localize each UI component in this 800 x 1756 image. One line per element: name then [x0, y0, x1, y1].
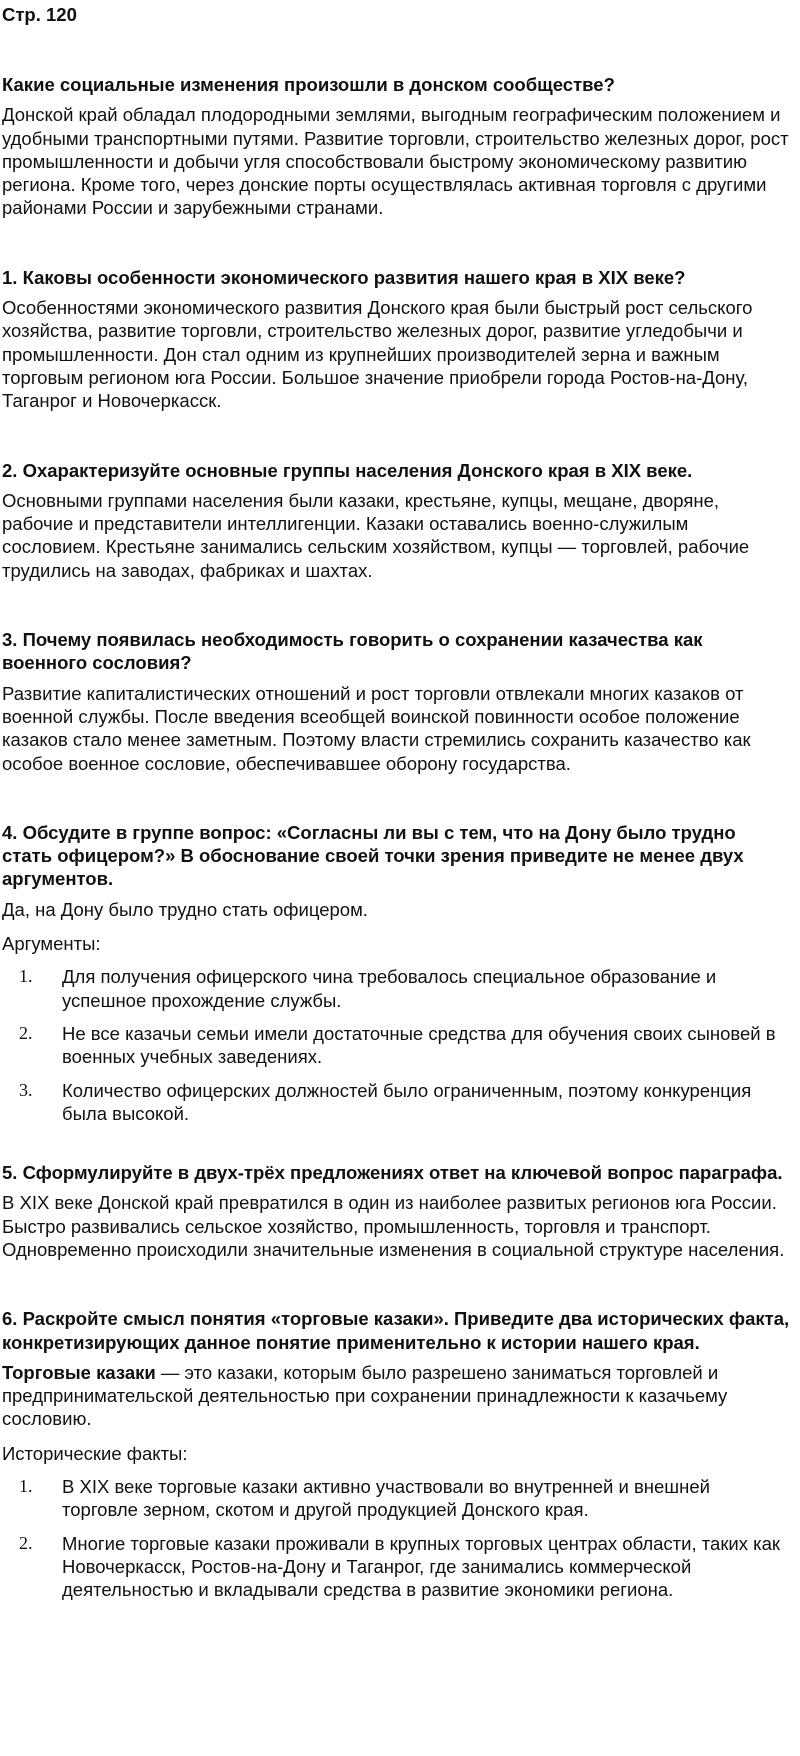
question-2-heading: 2. Охарактеризуйте основные группы населения Донского края в XIX веке. [2, 459, 693, 481]
term-torgovye-kazaki: Торговые казаки [2, 1361, 156, 1383]
list-item-text: Для получения офицерского чина требовалось специальное образование и успешное прохождение службы. [62, 966, 717, 1011]
list-item-number: 1. [19, 1476, 33, 1497]
question-6-heading: 6. Раскройте смысл понятия «торговые казаки». Приведите два исторических факта, конкретизирующих данное понятие применительно к истории нашего края. [2, 1308, 790, 1353]
intro-question: Какие социальные изменения произошли в донском сообществе? [2, 74, 615, 95]
question-5-section [2, 1161, 790, 1261]
arguments-list [2, 965, 790, 1125]
page [0, 3, 800, 1602]
list-item-number: 3. [19, 1079, 33, 1100]
question-4-section [2, 821, 790, 1125]
question-2-answer: Основными группами населения были казаки, крестьяне, купцы, мещане, дворяне, рабочие и представители интеллигенции. Казаки оставались военно-служилым сословием. Крестьяне занимались сельским хозяйством, купцы — торговлей, рабочие трудились на заводах, фабриках и шахтах. [2, 489, 750, 581]
facts-list [2, 1475, 790, 1601]
question-2-section [2, 459, 790, 582]
list-item [2, 1079, 790, 1126]
list-item-text: В XIX веке торговые казаки активно участвовали во внутренней и внешней торговле зерном, скотом и другой продукцией Донского края. [62, 1476, 710, 1521]
question-1-heading: 1. Каковы особенности экономического развития нашего края в XIX веке? [2, 266, 686, 288]
facts-label: Исторические факты: [2, 1442, 188, 1464]
list-item-number: 2. [19, 1022, 33, 1043]
question-3-section [2, 628, 790, 775]
definition-paragraph [2, 1361, 790, 1431]
question-4-answer: Да, на Дону было трудно стать офицером. [2, 898, 368, 920]
question-1-section [2, 266, 790, 413]
arguments-label: Аргументы: [2, 933, 101, 955]
question-1-answer: Особенностями экономического развития Донского края были быстрый рост сельского хозяйства, развитие торговли, строительство железных дорог, развитие угледобычи и промышленности. Дон стал одним из крупнейших производителей зерна и важным торговым регионом юга России. Большое значение приобрели города Ростов-на-Дону, Таганрог и Новочеркасск. [2, 297, 753, 412]
list-item-text: Количество офицерских должностей было ограниченным, поэтому конкуренция была высокой. [62, 1079, 752, 1124]
definition-text: — это казаки, которым было разрешено заниматься торговлей и предпринимательской деятельностью при сохранении принадлежности к казачьему сословию. [2, 1361, 728, 1430]
list-item [2, 1475, 790, 1522]
intro-answer: Донской край обладал плодородными землями, выгодным географическим положением и удобными транспортными путями. Развитие торговли, строительство железных дорог, рост промышленности и добычи угля способствовали быстрому экономическому развитию региона. Кроме того, через донские порты осуществлялась активная торговля с другими районами России и зарубежными странами. [2, 104, 789, 219]
list-item [2, 965, 790, 1012]
question-5-answer: В XIX веке Донской край превратился в один из наиболее развитых регионов юга России. Быстро развивались сельское хозяйство, промышленность, торговля и транспорт. Одновременно происходили значительные изменения в социальной структуре населения. [2, 1192, 785, 1260]
list-item [2, 1532, 790, 1602]
question-3-heading: 3. Почему появилась необходимость говорить о сохранении казачества как военного сословия? [2, 629, 703, 674]
list-item-number: 2. [19, 1532, 33, 1553]
page-number: Стр. 120 [2, 4, 77, 25]
list-item-text: Многие торговые казаки проживали в крупных торговых центрах области, таких как Новочеркасск, Ростов-на-Дону и Таганрог, где занимались коммерческой деятельностью и вкладывали средства в развитие экономики региона. [62, 1532, 781, 1601]
list-item-text: Не все казачьи семьи имели достаточные средства для обучения своих сыновей в военных учебных заведениях. [62, 1022, 776, 1068]
question-6-section [2, 1307, 790, 1601]
question-3-answer: Развитие капиталистических отношений и рост торговли отвлекали многих казаков от военной службы. После введения всеобщей воинской повинности особое положение казаков стало менее заметным. Поэтому власти стремились сохранить казачество как особое военное сословие, обеспечивавшее оборону государства. [2, 682, 751, 774]
intro-section [2, 73, 790, 220]
question-4-heading: 4. Обсудите в группе вопрос: «Согласны ли вы с тем, что на Дону было трудно стать офицером?» В обоснование своей точки зрения приведите не менее двух аргументов. [2, 821, 744, 890]
list-item-number: 1. [19, 966, 33, 987]
question-5-heading: 5. Сформулируйте в двух-трёх предложениях ответ на ключевой вопрос параграфа. [2, 1162, 783, 1184]
list-item [2, 1022, 790, 1069]
